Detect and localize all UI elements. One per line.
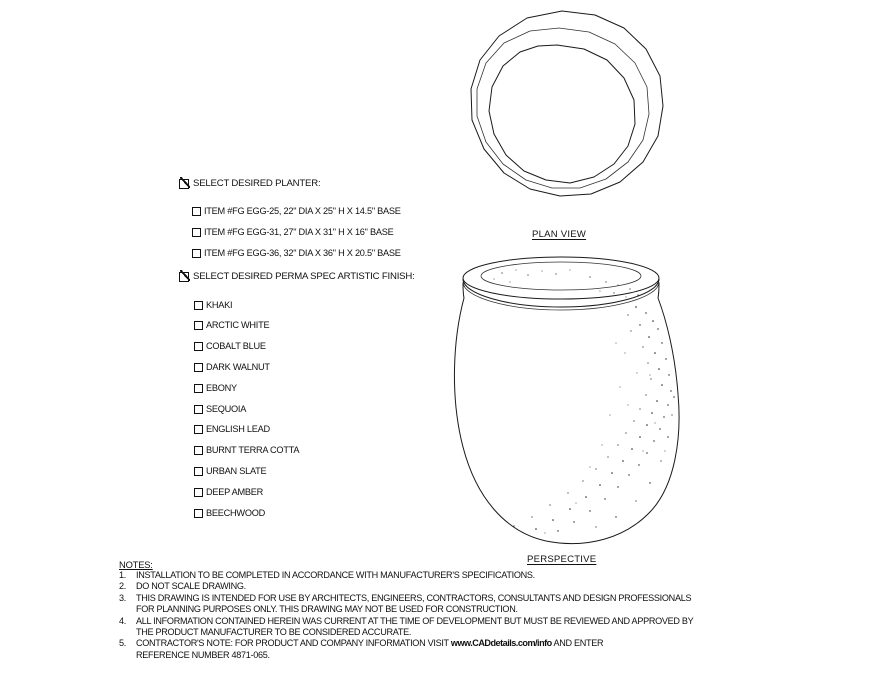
- finish-option-row-9[interactable]: [194, 466, 266, 476]
- finish-option-checkbox-khaki[interactable]: [194, 301, 203, 310]
- planter-option-label-3: ITEM #FG EGG-36, 32" DIA X 36" H X 20.5" BASE: [204, 248, 401, 258]
- planter-rim-band-lower2: [463, 282, 659, 310]
- caddetails-url[interactable]: www.CADdetails.com/info: [450, 638, 552, 649]
- note-body-1: [136, 570, 859, 581]
- notes-title: NOTES:: [119, 559, 153, 570]
- finish-option-label-english-lead: ENGLISH LEAD: [206, 424, 270, 434]
- note-reference-number: REFERENCE NUMBER 4871-065.: [136, 649, 270, 660]
- plan-inner-ring: [489, 45, 635, 183]
- finish-option-checkbox-cobalt-blue[interactable]: [194, 342, 203, 351]
- planter-option-row-3[interactable]: [192, 248, 401, 258]
- note-line: INSTALLATION TO BE COMPLETED IN ACCORDANCE WITH MANUFACTURER'S SPECIFICATIONS.: [136, 570, 535, 580]
- finish-option-row-3[interactable]: [194, 341, 266, 351]
- note-item-4: [119, 616, 859, 639]
- finish-option-row-1[interactable]: [194, 300, 232, 310]
- finish-option-checkbox-arctic-white[interactable]: [194, 321, 203, 330]
- finish-option-row-2[interactable]: [194, 320, 269, 330]
- planter-option-row-2[interactable]: [192, 227, 394, 237]
- finish-option-checkbox-sequoia[interactable]: [194, 405, 203, 414]
- note-text-after-url: AND ENTER: [551, 638, 604, 649]
- planter-option-label-1: ITEM #FG EGG-25, 22" DIA X 25" H X 14.5" BASE: [204, 206, 401, 216]
- finish-option-row-6[interactable]: [194, 404, 246, 414]
- note-line: ALL INFORMATION CONTAINED HEREIN WAS CURRENT AT THE TIME OF DEVELOPMENT BUT MUST BE REVIEWED AND APPROVED BY: [136, 615, 694, 626]
- finish-option-checkbox-ebony[interactable]: [194, 384, 203, 393]
- finish-option-checkbox-dark-walnut[interactable]: [194, 363, 203, 372]
- note-number-3: 3.: [119, 592, 126, 603]
- finish-option-label-dark-walnut: DARK WALNUT: [206, 362, 270, 372]
- note-body-3: [136, 593, 859, 616]
- perspective-label: PERSPECTIVE: [527, 554, 597, 565]
- finish-option-row-11[interactable]: [194, 508, 265, 518]
- finish-header-checkbox[interactable]: [179, 272, 189, 282]
- note-item-1: [119, 570, 859, 581]
- finish-option-row-8[interactable]: [194, 445, 299, 455]
- note-line: THE PRODUCT MANUFACTURER TO BE CONSIDERED ACCURATE.: [136, 627, 412, 638]
- finish-option-label-beechwood: BEECHWOOD: [206, 508, 266, 518]
- planter-option-row-1[interactable]: [192, 206, 401, 216]
- planter-option-checkbox-1[interactable]: [192, 207, 201, 216]
- finish-option-row-4[interactable]: [194, 362, 270, 372]
- note-body-2: [136, 581, 859, 592]
- note-number-1: 1.: [119, 570, 126, 580]
- note-line-with-url: [136, 638, 859, 649]
- planter-rim-outer: [463, 257, 659, 299]
- planter-option-checkbox-2[interactable]: [192, 228, 201, 237]
- finish-option-checkbox-burnt-terra-cotta[interactable]: [194, 446, 203, 455]
- plan-view-drawing: [447, 6, 677, 221]
- finish-option-label-burnt-terra-cotta: BURNT TERRA COTTA: [206, 445, 300, 455]
- finish-option-row-5[interactable]: [194, 383, 237, 393]
- planter-option-label-2: ITEM #FG EGG-31, 27" DIA X 31" H X 16" BASE: [204, 227, 394, 237]
- note-number-4: 4.: [119, 615, 126, 626]
- plan-middle-ring: [477, 28, 649, 188]
- finish-option-label-arctic-white: ARCTIC WHITE: [206, 320, 270, 330]
- finish-option-row-7[interactable]: [194, 424, 270, 434]
- notes-block: [119, 559, 859, 661]
- note-item-2: [119, 581, 859, 592]
- planter-rim-opening: [481, 262, 641, 290]
- note-body-4: [136, 616, 859, 639]
- finish-option-label-sequoia: SEQUOIA: [206, 404, 247, 414]
- finish-option-row-10[interactable]: [194, 487, 263, 497]
- note-body-5: [136, 638, 859, 661]
- plan-view-label: PLAN VIEW: [532, 229, 587, 240]
- finish-option-label-urban-slate: URBAN SLATE: [206, 466, 267, 476]
- note-text-before-url: CONTRACTOR'S NOTE: FOR PRODUCT AND COMPANY INFORMATION VISIT: [136, 638, 451, 649]
- finish-option-checkbox-beechwood[interactable]: [194, 509, 203, 518]
- note-item-5: [119, 638, 859, 661]
- planter-option-checkbox-3[interactable]: [192, 249, 201, 258]
- note-item-3: [119, 593, 859, 616]
- finish-header-label: SELECT DESIRED PERMA SPEC ARTISTIC FINISH:: [193, 271, 415, 282]
- note-line: DO NOT SCALE DRAWING.: [136, 581, 246, 592]
- planter-section-header[interactable]: [179, 179, 320, 189]
- planter-stipple-shading: [502, 306, 675, 535]
- finish-option-label-cobalt-blue: COBALT BLUE: [206, 341, 266, 351]
- finish-option-checkbox-urban-slate[interactable]: [194, 467, 203, 476]
- note-line: FOR PLANNING PURPOSES ONLY. THIS DRAWING MAY NOT BE USED FOR CONSTRUCTION.: [136, 604, 518, 615]
- finish-section-header[interactable]: [179, 272, 415, 282]
- finish-option-checkbox-english-lead[interactable]: [194, 425, 203, 434]
- finish-option-label-deep-amber: DEEP AMBER: [206, 487, 264, 497]
- note-number-5: 5.: [119, 638, 126, 649]
- perspective-drawing: [450, 255, 682, 550]
- planter-header-label: SELECT DESIRED PLANTER:: [193, 178, 321, 189]
- note-number-2: 2.: [119, 581, 126, 592]
- planter-header-checkbox[interactable]: [179, 179, 189, 189]
- planter-rim-stipple: [494, 270, 639, 298]
- finish-option-label-ebony: EBONY: [206, 383, 237, 393]
- note-line: THIS DRAWING IS INTENDED FOR USE BY ARCHITECTS, ENGINEERS, CONTRACTORS, CONSULTANTS AND DESIGN PROFESSIONALS: [136, 592, 692, 603]
- planter-body-outline: [454, 298, 679, 544]
- finish-option-checkbox-deep-amber[interactable]: [194, 488, 203, 497]
- finish-option-label-khaki: KHAKI: [206, 300, 233, 310]
